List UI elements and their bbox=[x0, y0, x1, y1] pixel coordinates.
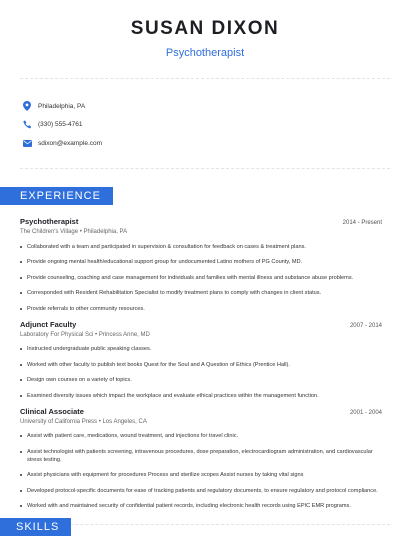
experience-section-header bbox=[0, 187, 410, 205]
job-bullet: Provide ongoing mental health/educational support group for undocumented Latino mothers of PG County, MD. bbox=[20, 258, 382, 266]
contact-divider bbox=[20, 168, 390, 169]
phone-icon bbox=[22, 120, 32, 130]
job-title: Psychotherapist bbox=[20, 217, 79, 226]
contact-location-text: Philadelphia, PA bbox=[38, 102, 86, 110]
job-bullet: Collaborated with a team and participated in supervision & consultation for feedback on cases & treatment plans. bbox=[20, 243, 382, 251]
job-entry bbox=[20, 320, 382, 400]
job-bullet: Design own courses on a variety of topics. bbox=[20, 376, 382, 384]
experience-divider bbox=[20, 524, 390, 525]
contact-email-text: sdixon@example.com bbox=[38, 139, 103, 147]
job-title: Clinical Associate bbox=[20, 406, 84, 416]
job-entry bbox=[20, 217, 382, 313]
job-org: The Children's Village bbox=[20, 229, 79, 235]
job-org-line: University of California Press • Los Angeles, CA bbox=[20, 418, 147, 425]
job-bullet: Instructed undergraduate public speaking classes. bbox=[20, 345, 382, 353]
contact-list bbox=[0, 79, 410, 152]
job-bullet: Provide referrals to other community resources. bbox=[20, 305, 382, 313]
skills-section-title: SKILLS bbox=[0, 518, 71, 536]
job-org: University of California Press bbox=[20, 418, 98, 425]
job-org-line: Laboratory For Physical Sci • Princess Anne, MD bbox=[20, 331, 150, 338]
candidate-title: Psychotherapist bbox=[165, 47, 245, 59]
contact-location bbox=[22, 97, 410, 115]
skills-section-header bbox=[0, 518, 71, 536]
job-location: Philadelphia, PA bbox=[83, 229, 128, 235]
job-bullet: Developed protocol-specific documents for ease of tracking patients and regulatory documents, to ensure regulatory and protocol compliance. bbox=[20, 487, 382, 495]
contact-phone-text: (330) 555-4761 bbox=[38, 121, 83, 128]
job-org-line: The Children's Village • Philadelphia, PA bbox=[20, 229, 128, 235]
job-bullet: Assist with patient care, medications, wound treatment, and injections for travel clinic. bbox=[20, 432, 382, 440]
job-bullet: Assist physicians with equipment for procedures Process and sterilize scopes Assist nurses by taking vital signs bbox=[20, 471, 382, 479]
contact-phone bbox=[22, 116, 410, 134]
job-entry bbox=[20, 407, 382, 511]
job-dates: 2014 - Present bbox=[342, 220, 382, 226]
job-bullet: Examined diversity issues which impact the workplace and evaluate ethical practices within the management function. bbox=[20, 392, 382, 400]
job-bullet: Worked with and maintained security of confidential patient records, including electronic health records using EPIC EMR programs. bbox=[20, 502, 382, 510]
contact-email bbox=[22, 134, 410, 152]
experience-section-title: EXPERIENCE bbox=[0, 187, 113, 205]
job-bullet-list bbox=[20, 243, 382, 313]
email-icon bbox=[22, 138, 32, 148]
job-bullet: Provide counseling, coaching and case management for individuals and families with mental illness and substance abuse problems. bbox=[20, 274, 382, 282]
job-dates: 2007 - 2014 bbox=[349, 322, 382, 329]
job-location: Princess Anne, MD bbox=[98, 331, 150, 338]
job-bullet-list bbox=[20, 432, 382, 510]
job-location: Los Angeles, CA bbox=[102, 418, 147, 425]
job-bullet: Assist technologist with patients screening, intravenous procedures, dose preparation, electrocardiogram administration, and cardiovascular stress testing. bbox=[20, 448, 382, 464]
resume-header bbox=[0, 0, 410, 60]
job-dates: 2001 - 2004 bbox=[349, 409, 382, 416]
location-pin-icon bbox=[22, 101, 32, 111]
job-org: Laboratory For Physical Sci bbox=[20, 331, 94, 338]
job-title: Adjunct Faculty bbox=[20, 319, 77, 329]
job-bullet: Worked with other faculty to publish text books Quest for the Soul and A Question of Ethics (Prentice Hall). bbox=[20, 361, 382, 369]
job-bullet-list bbox=[20, 345, 382, 400]
candidate-name: SUSAN DIXON bbox=[130, 18, 280, 39]
job-bullet: Corresponded with Resident Rehabilitation Specialist to modify treatment plans to comply with changes in client status. bbox=[20, 289, 382, 297]
